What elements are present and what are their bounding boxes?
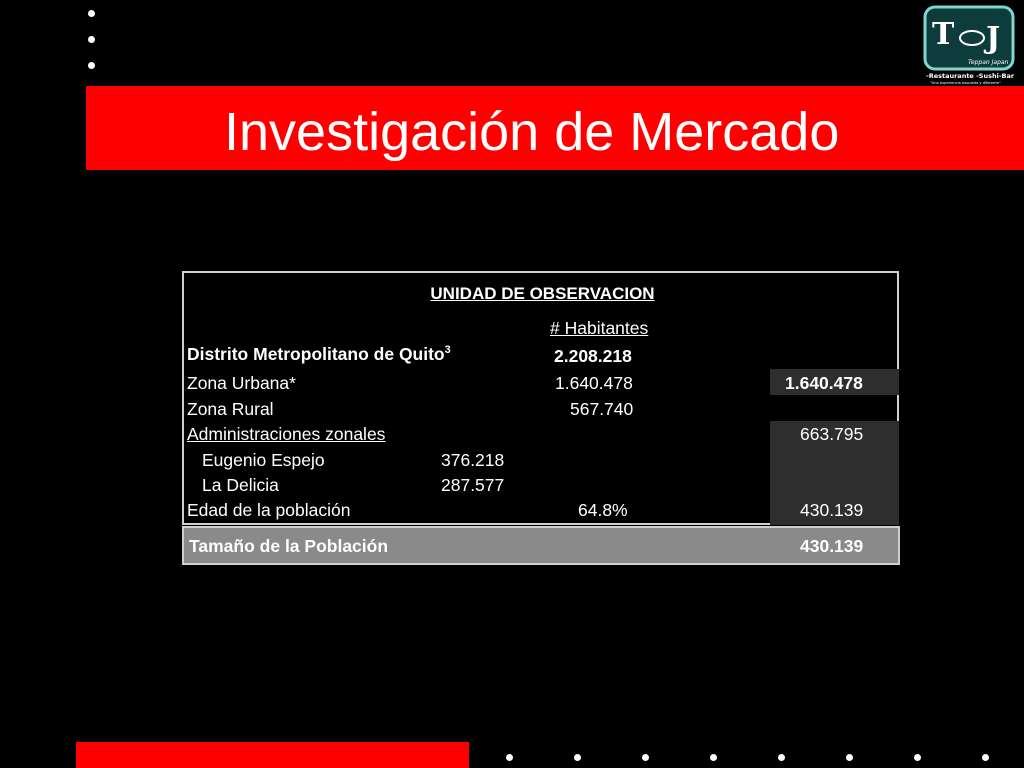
svg-text:-Restaurante -Sushi-Bar: -Restaurante -Sushi-Bar xyxy=(926,72,1015,80)
summary-row xyxy=(182,526,900,565)
table-row-subvalue: 376.218 xyxy=(441,450,505,470)
svg-text:Teppan Japan: Teppan Japan xyxy=(968,59,1009,66)
summary-label: Tamaño de la Población xyxy=(189,536,389,556)
table-row-label: Eugenio Espejo xyxy=(202,450,325,470)
table-row-value: 2.208.218 xyxy=(554,346,632,366)
svg-text:J: J xyxy=(986,21,1001,56)
table-row-label: Distrito Metropolitano de Quito$^3$ xyxy=(187,344,451,364)
table-row-total: 430.139 xyxy=(800,500,864,520)
table-row-label: Zona Rural xyxy=(187,399,274,419)
table-row-value: 1.640.478 xyxy=(555,373,633,393)
table-row-label: Zona Urbana* xyxy=(187,373,296,393)
table-row-total: 663.795 xyxy=(800,424,864,444)
column-header: # Habitantes xyxy=(550,318,649,338)
table-row-value: 567.740 xyxy=(570,399,634,419)
table-row-subvalue: 287.577 xyxy=(441,475,505,495)
table-row-label: Edad de la población xyxy=(187,500,351,520)
table-row-total: 1.640.478 xyxy=(785,373,863,393)
footnote-mark: 3 xyxy=(444,344,451,357)
svg-text:T: T xyxy=(932,17,955,52)
svg-text:"Una experiencia exquisita y d: "Una experiencia exquisita y diferente" xyxy=(930,81,1001,85)
table-row-label: Administraciones zonales xyxy=(187,424,386,444)
summary-value: 430.139 xyxy=(800,536,864,556)
teppan-japan-logo xyxy=(922,4,1018,86)
observation-table xyxy=(182,271,899,525)
slide-title: Investigación de Mercado xyxy=(224,102,840,162)
table-heading: UNIDAD DE OBSERVACION xyxy=(430,284,655,303)
table-row-value: 64.8% xyxy=(578,500,628,520)
decorative-dots-top xyxy=(88,10,98,88)
table-row-label: La Delicia xyxy=(202,475,279,495)
bottom-band xyxy=(76,742,469,768)
